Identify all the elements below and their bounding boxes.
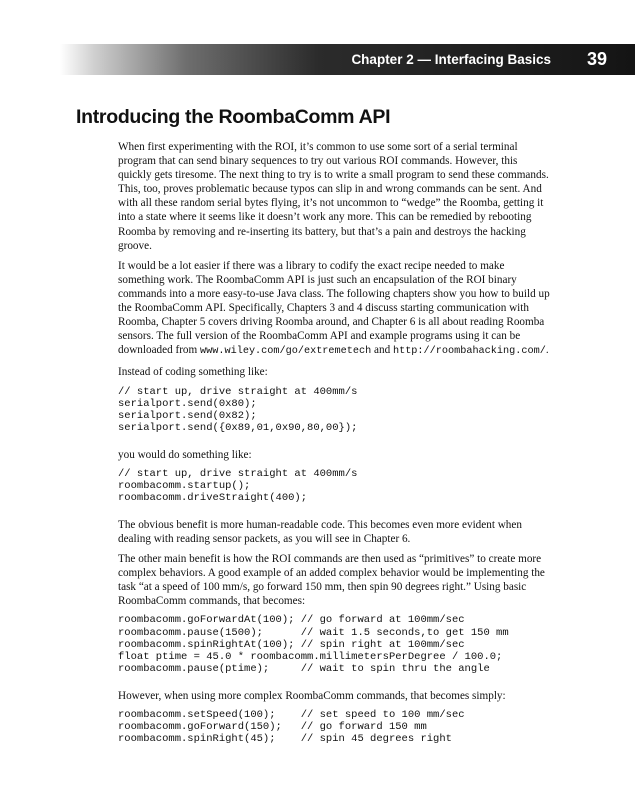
- paragraph-obvious-benefit: The obvious benefit is more human-readable code. This becomes even more evident when dealing with reading sensor packets, as you will see in Chapter 6.: [118, 518, 522, 545]
- code-block-basic-commands: roombacomm.goForwardAt(100); // go forward at 100mm/sec roombacomm.pause(1500); // wait 1.5 seconds,to get 150 mm roombacomm.spinRightAt(100); // spin right at 100mm/sec float ptime = 45.0 * roombacomm.millimetersPerDegree / 100.0; roombacomm.pause(ptime); // wait to spin thru the angle: [118, 614, 509, 676]
- section-title: Introducing the RoombaComm API: [76, 106, 391, 128]
- sentence-end: .: [545, 344, 549, 357]
- paragraph-instead-of: Instead of coding something like:: [118, 366, 268, 379]
- code-block-serial: // start up, drive straight at 400mm/s serialport.send(0x80); serialport.send(0x82); serialport.send({0x89,01,0x90,80,00});: [118, 385, 358, 435]
- paragraph-roi-experimenting: When first experimenting with the ROI, it’s common to use some sort of a serial terminal program that can send binary sequences to try out various ROI commands. However, this quickly gets tiresome. The next thing to try is to write a small program to send these commands. This, too, proves problematic because typos can slip in and wrong commands can be sent. And with all these random serial bytes flying, it’s not uncommon to “wedge” the Roomba, getting it into a state where it seems like it doesn’t work any more. This can be remedied by rebooting Roomba by removing and re-inserting its battery, but that’s a pain and destroys the hacking groove.: [118, 141, 549, 252]
- conjunction-text: and: [371, 344, 393, 357]
- code-block-complex-commands: roombacomm.setSpeed(100); // set speed to 100 mm/sec roombacomm.goForward(150); // go forward 150 mm roombacomm.spinRight(45); // spin 45 degrees right: [118, 708, 465, 746]
- wiley-url-link[interactable]: www.wiley.com/go/extremetech: [200, 346, 372, 358]
- page-number: 39: [586, 49, 607, 69]
- paragraph-text: It would be a lot easier if there was a library to codify the exact recipe needed to make something work. The RoombaComm API is just such an encapsulation of the ROI binary commands into a more easy-to-use Java class. The following chapters show you how to build up the RoombaComm API. Specifically, Chapters 3 and 4 discuss starting communication with Roomba, Chapter 5 covers driving Roomba around, and Chapter 6 is all about reading Roomba sensors. The full version of the RoombaComm API and example programs using it can be downloaded from: [118, 259, 550, 357]
- paragraph-complex-commands: However, when using more complex RoombaComm commands, that becomes simply:: [118, 689, 506, 702]
- paragraph-roombacomm-library: [118, 259, 552, 360]
- body-content: [118, 140, 552, 753]
- running-header-chapter: Chapter 2 — Interfacing Basics: [351, 52, 551, 67]
- paragraph-you-would: you would do something like:: [118, 448, 252, 461]
- code-block-roombacomm: // start up, drive straight at 400mm/s roombacomm.startup(); roombacomm.driveStraight(400);: [118, 467, 358, 505]
- roombahacking-url-link[interactable]: http://roombahacking.com/: [392, 346, 546, 358]
- paragraph-main-benefit: The other main benefit is how the ROI commands are then used as “primitives” to create more complex behaviors. A good example of an added complex behavior would be implementing the task “at a speed of 100 mm/s, go forward 150 mm, then spin 90 degrees right.” Using basic RoombaComm commands, that becomes:: [118, 552, 545, 608]
